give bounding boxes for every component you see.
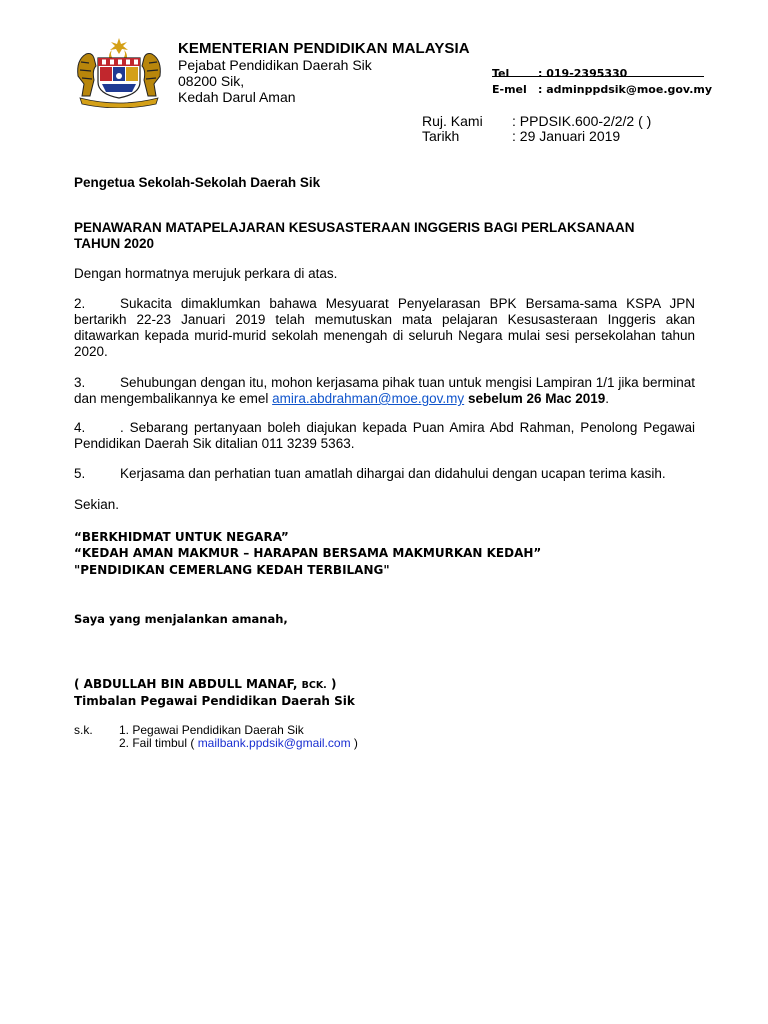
signatory-name-text: ( ABDULLAH BIN ABDULL MANAF,	[74, 677, 302, 691]
date-label: Tarikh	[422, 128, 460, 144]
office-postcode: 08200 Sik,	[178, 73, 245, 89]
recipient: Pengetua Sekolah-Sekolah Daerah Sik	[74, 175, 321, 190]
cc-item-2-suffix: )	[350, 736, 358, 750]
cc-label: s.k.	[74, 723, 93, 737]
cc-item-2-prefix: 2. Fail timbul (	[119, 736, 198, 750]
reference-value: : PPDSIK.600-2/2/2 ( )	[512, 113, 652, 129]
deadline: sebelum 26 Mac 2019	[467, 391, 606, 406]
salutation: Dengan hormatnya merujuk perkara di atas.	[74, 266, 338, 281]
coat-of-arms-logo	[72, 36, 166, 108]
office-name: Pejabat Pendidikan Daerah Sik	[178, 57, 372, 73]
paragraph-5	[74, 466, 695, 482]
motto-1: “BERKHIDMAT UNTUK NEGARA”	[74, 530, 289, 544]
reference-line	[422, 113, 651, 129]
contact-email-link[interactable]: amira.abdrahman@moe.gov.my	[272, 391, 465, 406]
paragraph-3-number: 3.	[74, 375, 86, 390]
email-label: E-mel	[492, 83, 527, 96]
date-value: : 29 Januari 2019	[512, 128, 621, 144]
signatory-name-close: )	[326, 677, 337, 691]
paragraph-3	[74, 375, 695, 407]
email-value: : adminppdsik@moe.gov.my	[538, 83, 713, 96]
motto-3: "PENDIDIKAN CEMERLANG KEDAH TERBILANG"	[74, 563, 390, 577]
paragraph-3-text: Sehubungan dengan itu, mohon kerjasama pihak tuan untuk mengisi Lampiran 1/1 jika berminat dan mengembalikannya ke emel	[74, 375, 695, 406]
signatory-honorific: BCK.	[301, 680, 327, 691]
signatory-name	[74, 677, 336, 691]
ministry-name: KEMENTERIAN PENDIDIKAN MALAYSIA	[178, 40, 470, 57]
subject-line-1: PENAWARAN MATAPELAJARAN KESUSASTERAAN INGGERIS BAGI PERLAKSANAAN	[74, 220, 635, 235]
paragraph-2-number: 2.	[74, 296, 86, 311]
trust-line: Saya yang menjalankan amanah,	[74, 612, 288, 626]
cc-email-link[interactable]: mailbank.ppdsik@gmail.com	[197, 736, 351, 750]
paragraph-4-text: . Sebarang pertanyaan boleh diajukan kepada Puan Amira Abd Rahman, Penolong Pegawai Pendidikan Daerah Sik ditalian 011 3239 5363.	[74, 420, 695, 451]
tel-line	[492, 67, 627, 80]
signatory-title: Timbalan Pegawai Pendidikan Daerah Sik	[74, 694, 355, 708]
paragraph-3-end: .	[605, 391, 610, 406]
reference-label: Ruj. Kami	[422, 113, 483, 129]
office-state: Kedah Darul Aman	[178, 89, 296, 105]
contact-divider	[492, 76, 704, 77]
tel-label: Tel	[492, 67, 510, 80]
paragraph-4	[74, 420, 695, 452]
paragraph-5-text: Kerjasama dan perhatian tuan amatlah dihargai dan didahului dengan ucapan terima kasih.	[120, 466, 666, 481]
cc-item-2	[119, 737, 358, 750]
paragraph-5-number: 5.	[74, 466, 86, 481]
cc-item-1: 1. Pegawai Pendidikan Daerah Sik	[119, 723, 304, 737]
motto-2: “KEDAH AMAN MAKMUR – HARAPAN BERSAMA MAKMURKAN KEDAH”	[74, 546, 542, 560]
paragraph-2	[74, 296, 695, 360]
subject-line-2: TAHUN 2020	[74, 236, 155, 251]
tel-value: : 019-2395330	[538, 67, 628, 80]
closing: Sekian.	[74, 497, 120, 512]
date-line	[422, 128, 620, 144]
email-line	[492, 83, 712, 96]
paragraph-4-number: 4.	[74, 420, 86, 435]
paragraph-2-text: Sukacita dimaklumkan bahawa Mesyuarat Penyelarasan BPK Bersama-sama KSPA JPN bertarikh 22-23 Januari 2019 telah memutuskan mata pelajaran Kesusasteraan Inggeris akan ditawarkan kepada murid-murid sekolah menengah di seluruh Negara mulai sesi persekolahan tahun 2020.	[74, 296, 695, 359]
